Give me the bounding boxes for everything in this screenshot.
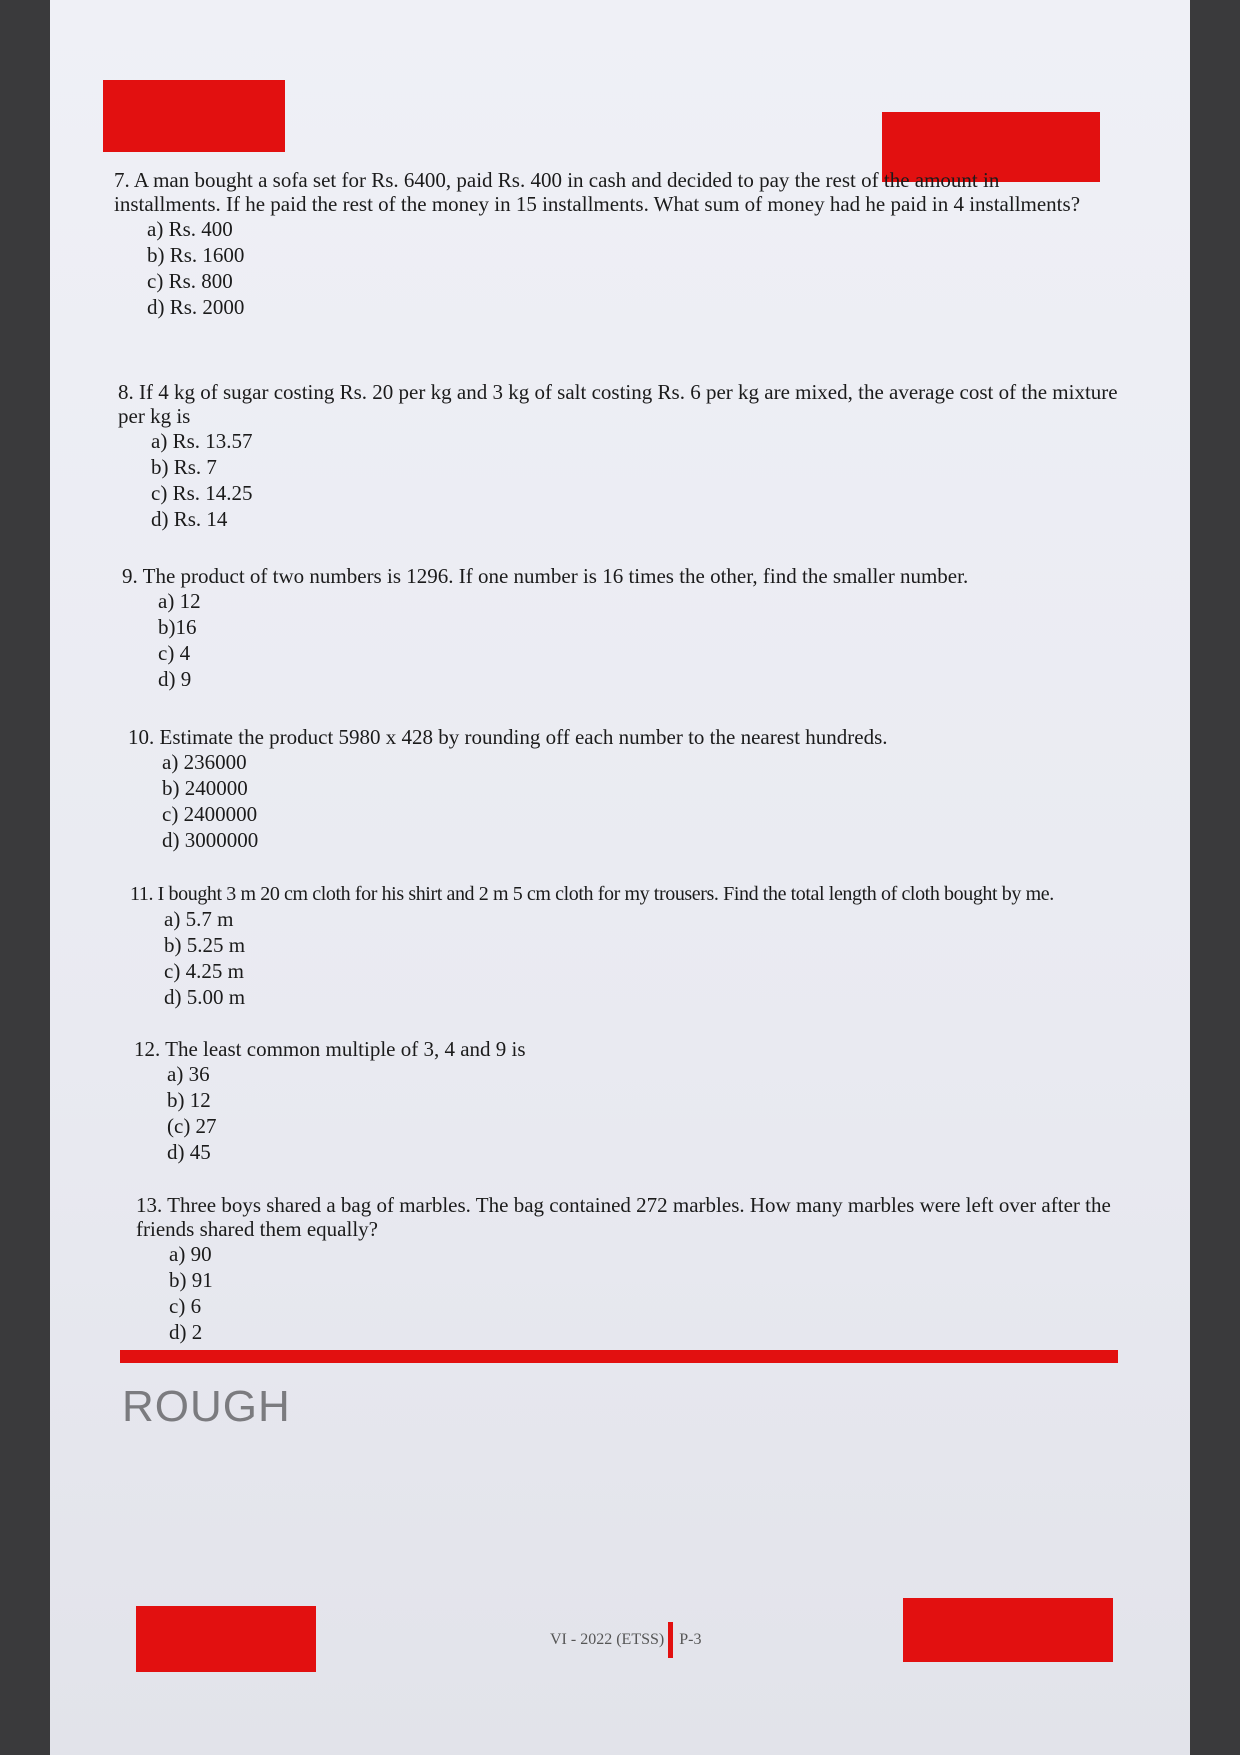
option-d: d) 9: [158, 667, 192, 691]
option-a: a) 90: [169, 1242, 212, 1266]
question-text: 7. A man bought a sofa set for Rs. 6400, paid Rs. 400 in cash and decided to pay the rest of the amount in installments. If he paid the rest of the money in 15 installments. What sum of money had he paid in 4 installments?: [114, 168, 1081, 216]
option-c: c) 4.25 m: [164, 959, 244, 983]
question-10: [128, 725, 1128, 853]
option-a: a) 5.7 m: [164, 907, 234, 931]
option-b: b) 5.25 m: [164, 933, 246, 957]
option-d: d) 5.00 m: [164, 985, 246, 1009]
option-d: d) Rs. 14: [151, 507, 228, 531]
option-d: d) Rs. 2000: [147, 295, 245, 319]
question-13: [136, 1193, 1161, 1345]
section-divider: [120, 1350, 1118, 1363]
redaction-block-top-left: [103, 80, 285, 152]
question-11: [130, 882, 1160, 1010]
question-text: 12. The least common multiple of 3, 4 and 9 is: [134, 1037, 526, 1061]
option-d: d) 45: [167, 1140, 211, 1164]
option-b: b) Rs. 7: [151, 455, 217, 479]
question-12: [134, 1037, 1134, 1165]
exam-page: [50, 0, 1190, 1755]
page-footer: [550, 1622, 701, 1658]
option-a: a) Rs. 400: [147, 217, 233, 241]
option-c: (c) 27: [167, 1114, 217, 1138]
option-c: c) 4: [158, 641, 191, 665]
option-b: b) 91: [169, 1268, 213, 1292]
rough-work-label: ROUGH: [122, 1382, 291, 1431]
footer-separator: [668, 1622, 673, 1658]
option-b: b) Rs. 1600: [147, 243, 245, 267]
option-d: d) 3000000: [162, 828, 259, 852]
option-b: b)16: [158, 615, 197, 639]
option-c: c) 2400000: [162, 802, 258, 826]
option-b: b) 240000: [162, 776, 248, 800]
redaction-block-bottom-right: [903, 1598, 1113, 1662]
question-text: 10. Estimate the product 5980 x 428 by rounding off each number to the nearest hundreds.: [128, 725, 888, 749]
option-a: a) 36: [167, 1062, 210, 1086]
option-a: a) 236000: [162, 750, 247, 774]
page-number: P-3: [679, 1631, 702, 1648]
question-text: 13. Three boys shared a bag of marbles. The bag contained 272 marbles. How many marbles were left over after the friends shared them equally?: [136, 1193, 1111, 1241]
option-c: c) Rs. 800: [147, 269, 233, 293]
option-c: c) Rs. 14.25: [151, 481, 253, 505]
question-text: 9. The product of two numbers is 1296. If one number is 16 times the other, find the smaller number.: [122, 564, 969, 588]
question-7: [114, 168, 1104, 320]
redaction-block-bottom-left: [136, 1606, 316, 1672]
option-a: a) Rs. 13.57: [151, 429, 253, 453]
option-a: a) 12: [158, 589, 201, 613]
option-b: b) 12: [167, 1088, 211, 1112]
question-text: 8. If 4 kg of sugar costing Rs. 20 per kg and 3 kg of salt costing Rs. 6 per kg are mixed, the average cost of the mixture per kg is: [118, 380, 1118, 428]
option-c: c) 6: [169, 1294, 202, 1318]
question-9: [122, 564, 1122, 692]
question-8: [118, 380, 1148, 532]
exam-code: VI - 2022 (ETSS): [550, 1631, 665, 1648]
option-d: d) 2: [169, 1320, 203, 1344]
question-text: 11. I bought 3 m 20 cm cloth for his shirt and 2 m 5 cm cloth for my trousers. Find the total length of cloth bought by me.: [130, 883, 1054, 905]
